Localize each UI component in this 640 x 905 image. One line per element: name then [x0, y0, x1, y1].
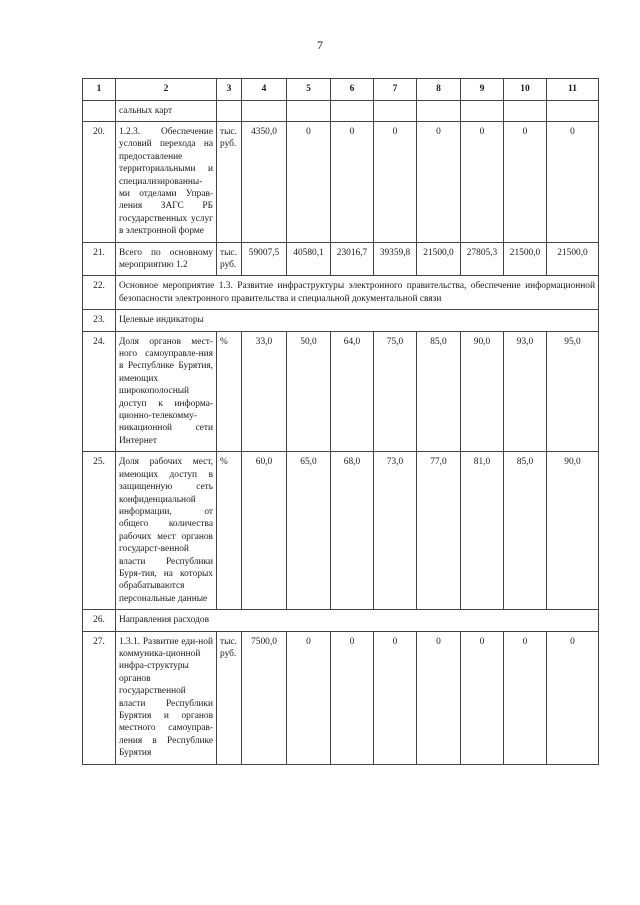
col-header: 7: [374, 79, 417, 101]
value-cell: 23016,7: [331, 242, 374, 276]
row-name: 1.3.1. Развитие еди-ной коммуника-ционной инфра-структуры органов государственной власти Республики Бурятия и органов местного самоуправ-ления в Республике Бурятия: [116, 631, 217, 764]
value-cell: 39359,8: [374, 242, 417, 276]
col-header: 8: [417, 79, 461, 101]
row-unit: %: [217, 331, 242, 452]
value-cell: 0: [461, 121, 504, 242]
row-number: 24.: [83, 331, 116, 452]
value-cell: 73,0: [374, 452, 417, 610]
value-cell: 93,0: [504, 331, 547, 452]
value-cell: 0: [504, 121, 547, 242]
row-number: 27.: [83, 631, 116, 764]
value-cell: 0: [461, 631, 504, 764]
table-row: [83, 276, 599, 310]
row-unit: %: [217, 452, 242, 610]
value-cell: 21500,0: [547, 242, 599, 276]
table-row: [83, 121, 599, 242]
value-cell: 81,0: [461, 452, 504, 610]
value-cell: 0: [331, 121, 374, 242]
row-name: 1.2.3. Обеспечение условий перехода на предоставление территориальными и специализированны-ми отделами Управ-ления ЗАГС РБ государственных услуг в электронной форме: [116, 121, 217, 242]
row-number: [83, 100, 116, 121]
section-heading: Основное мероприятие 1.3. Развитие инфраструктуры электронного правительства, обеспечение информационной безопасности электронного правительства и специальной документальной связи: [116, 276, 599, 310]
value-cell: 65,0: [287, 452, 331, 610]
page-number: 7: [317, 38, 323, 52]
row-unit: тыс. руб.: [217, 242, 242, 276]
row-name: Всего по основному мероприятию 1.2: [116, 242, 217, 276]
col-header: 9: [461, 79, 504, 101]
value-cell: 0: [287, 631, 331, 764]
value-cell: 27805,3: [461, 242, 504, 276]
value-cell: 40580,1: [287, 242, 331, 276]
value-cell: 0: [547, 631, 599, 764]
col-header: 5: [287, 79, 331, 101]
col-header: 1: [83, 79, 116, 101]
value-cell: 0: [417, 121, 461, 242]
row-number: 26.: [83, 610, 116, 631]
value-cell: 4350,0: [242, 121, 287, 242]
value-cell: 85,0: [417, 331, 461, 452]
value-cell: 75,0: [374, 331, 417, 452]
col-header: 4: [242, 79, 287, 101]
row-number: 20.: [83, 121, 116, 242]
table-row: [83, 331, 599, 452]
row-number: 25.: [83, 452, 116, 610]
value-cell: 90,0: [547, 452, 599, 610]
value-cell: 68,0: [331, 452, 374, 610]
table-row: [83, 242, 599, 276]
value-cell: 90,0: [461, 331, 504, 452]
value-cell: 7500,0: [242, 631, 287, 764]
table-row: [83, 310, 599, 331]
value-cell: 77,0: [417, 452, 461, 610]
row-name: Доля рабочих мест, имеющих доступ в защищенную сеть конфиденциальной информации, от общего количества рабочих мест органов государст-венной власти Республики Буря-тия, на которых обрабатываются персональные данные: [116, 452, 217, 610]
value-cell: 85,0: [504, 452, 547, 610]
table-row: [83, 452, 599, 610]
col-header: 11: [547, 79, 599, 101]
row-number: 23.: [83, 310, 116, 331]
value-cell: 0: [547, 121, 599, 242]
value-cell: 50,0: [287, 331, 331, 452]
value-cell: 21500,0: [417, 242, 461, 276]
header-row: [83, 79, 599, 101]
value-cell: 0: [374, 631, 417, 764]
value-cell: 60,0: [242, 452, 287, 610]
value-cell: 95,0: [547, 331, 599, 452]
table-row: [83, 610, 599, 631]
value-cell: 64,0: [331, 331, 374, 452]
row-name: сальных карт: [116, 100, 217, 121]
row-number: 21.: [83, 242, 116, 276]
value-cell: 0: [417, 631, 461, 764]
section-heading: Целевые индикаторы: [116, 310, 599, 331]
program-table: [82, 78, 599, 765]
value-cell: 0: [331, 631, 374, 764]
row-unit: тыс. руб.: [217, 631, 242, 764]
row-unit: тыс. руб.: [217, 121, 242, 242]
col-header: 3: [217, 79, 242, 101]
col-header: 10: [504, 79, 547, 101]
section-heading: Направления расходов: [116, 610, 599, 631]
value-cell: 0: [287, 121, 331, 242]
table-row: [83, 631, 599, 764]
table-row: [83, 100, 599, 121]
col-header: 6: [331, 79, 374, 101]
value-cell: 33,0: [242, 331, 287, 452]
value-cell: 0: [374, 121, 417, 242]
col-header: 2: [116, 79, 217, 101]
value-cell: 21500,0: [504, 242, 547, 276]
value-cell: 59007,5: [242, 242, 287, 276]
row-number: 22.: [83, 276, 116, 310]
row-name: Доля органов мест-ного самоуправле-ния в Республике Бурятия, имеющих широкополосный доступ к информа-ционно-телекомму-никационной сети Интернет: [116, 331, 217, 452]
value-cell: 0: [504, 631, 547, 764]
